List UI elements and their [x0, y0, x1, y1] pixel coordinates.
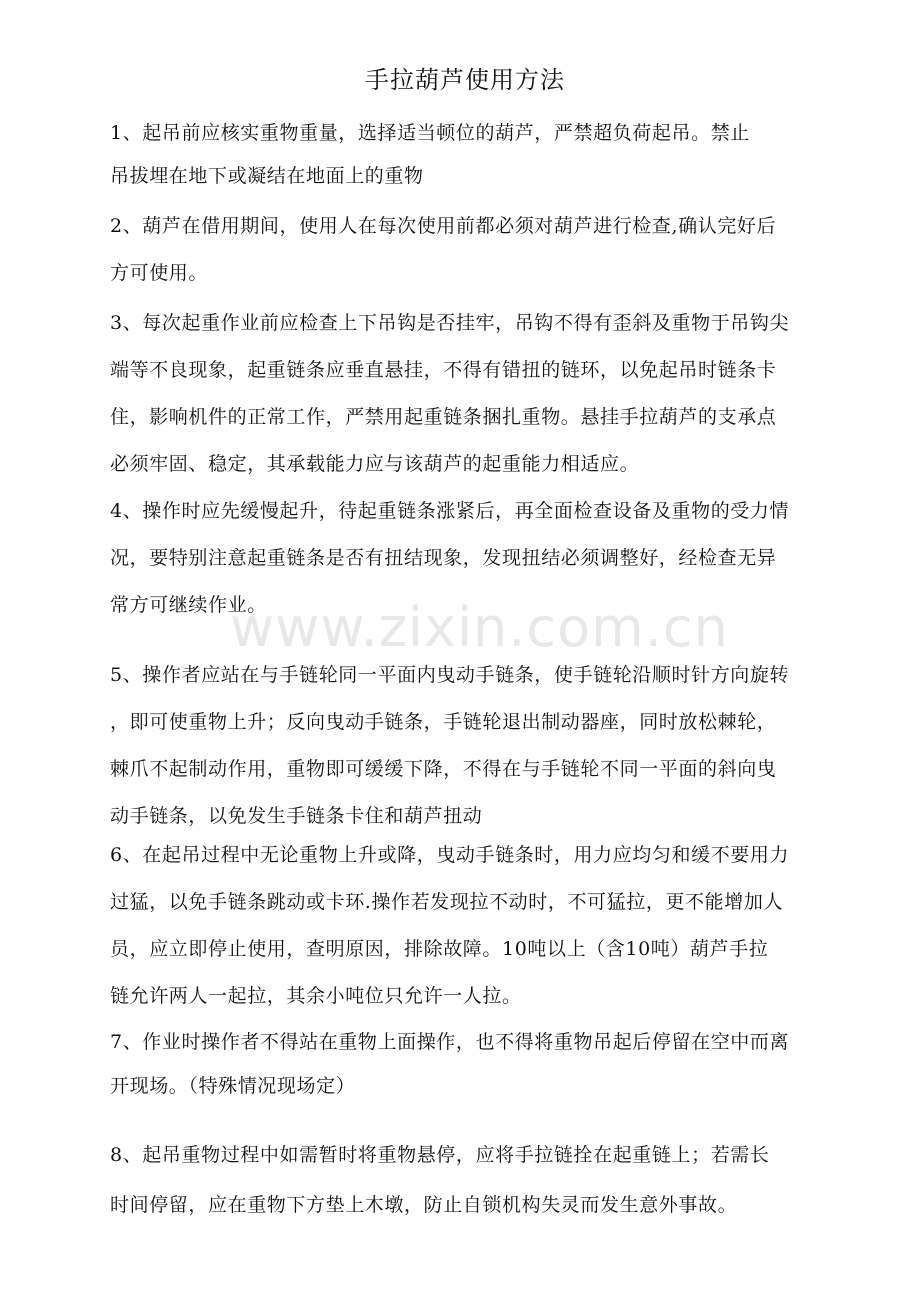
paragraph-7: [110, 1020, 832, 1108]
paragraph-line: 3、每次起重作业前应检查上下吊钩是否挂牢，吊钩不得有歪斜及重物于吊钩尖: [110, 312, 790, 334]
paragraph-line: 方可使用。: [110, 262, 209, 284]
paragraph-line: 7、作业时操作者不得站在重物上面操作，也不得将重物吊起后停留在空中而离: [110, 1031, 790, 1053]
paragraph-line: 开现场。（特殊情况现场定）: [110, 1075, 356, 1097]
paragraph-line: 端等不良现象，起重链条应垂直悬挂，不得有错扭的链环，以免起吊时链条卡: [110, 359, 777, 381]
paragraph-line: 况，要特别注意起重链条是否有扭结现象，发现扭结必须调整好，经检查无异: [110, 547, 777, 569]
paragraph-8: [110, 1130, 832, 1230]
paragraph-line: 链允许两人一起拉，其余小吨位只允许一人拉。: [110, 985, 522, 1007]
paragraph-line: 棘爪不起制动作用，重物即可缓缓下降，不得在与手链轮不同一平面的斜向曳: [110, 758, 777, 780]
paragraph-line: 1、起吊前应核实重物重量，选择适当顿位的葫芦，严禁超负荷起吊。禁止: [110, 122, 750, 144]
paragraph-line: 4、操作时应先缓慢起升，待起重链条涨紧后，再全面检查设备及重物的受力情: [110, 500, 790, 522]
paragraph-5: [110, 652, 832, 840]
paragraph-line: 5、操作者应站在与手链轮同一平面内曳动手链条，使手链轮沿顺时针方向旋转: [110, 664, 790, 686]
paragraph-2: [110, 203, 832, 297]
paragraph-3: [110, 300, 832, 488]
paragraph-4: [110, 488, 832, 629]
paragraph-line: 吊拔埋在地下或凝结在地面上的重物: [110, 165, 424, 187]
paragraph-line: 动手链条，以免发生手链条卡住和葫芦扭动: [110, 805, 483, 827]
watermark: www.zixin.com.cn: [230, 596, 729, 659]
paragraph-line: 过猛，以免手链条跳动或卡环.操作若发现拉不动时，不可猛拉，更不能增加人: [110, 891, 784, 913]
paragraph-line: 员，应立即停止使用，查明原因，排除故障。10吨以上（含10吨）葫芦手拉: [110, 938, 769, 960]
paragraph-6: [110, 832, 832, 1020]
paragraph-1: [110, 112, 832, 198]
paragraph-line: 6、在起吊过程中无论重物上升或降，曳动手链条时，用力应均匀和缓不要用力: [110, 844, 790, 866]
document-title: 手拉葫芦使用方法: [365, 66, 565, 94]
paragraph-line: 2、葫芦在借用期间，使用人在每次使用前都必须对葫芦进行检查,确认完好后: [110, 215, 777, 237]
paragraph-line: 必须牢固、稳定，其承载能力应与该葫芦的起重能力相适应。: [110, 453, 640, 475]
paragraph-line: ，即可使重物上升；反向曳动手链条，手链轮退出制动器座，同时放松棘轮，: [110, 711, 777, 733]
paragraph-line: 常方可继续作业。: [110, 594, 267, 616]
paragraph-line: 住，影响机件的正常工作，严禁用起重链条捆扎重物。悬挂手拉葫芦的支承点: [110, 406, 777, 428]
paragraph-line: 8、起吊重物过程中如需暂时将重物悬停，应将手拉链拴在起重链上；若需长: [110, 1144, 770, 1166]
paragraph-line: 时间停留，应在重物下方垫上木墩，防止自锁机构失灵而发生意外事故。: [110, 1194, 738, 1216]
